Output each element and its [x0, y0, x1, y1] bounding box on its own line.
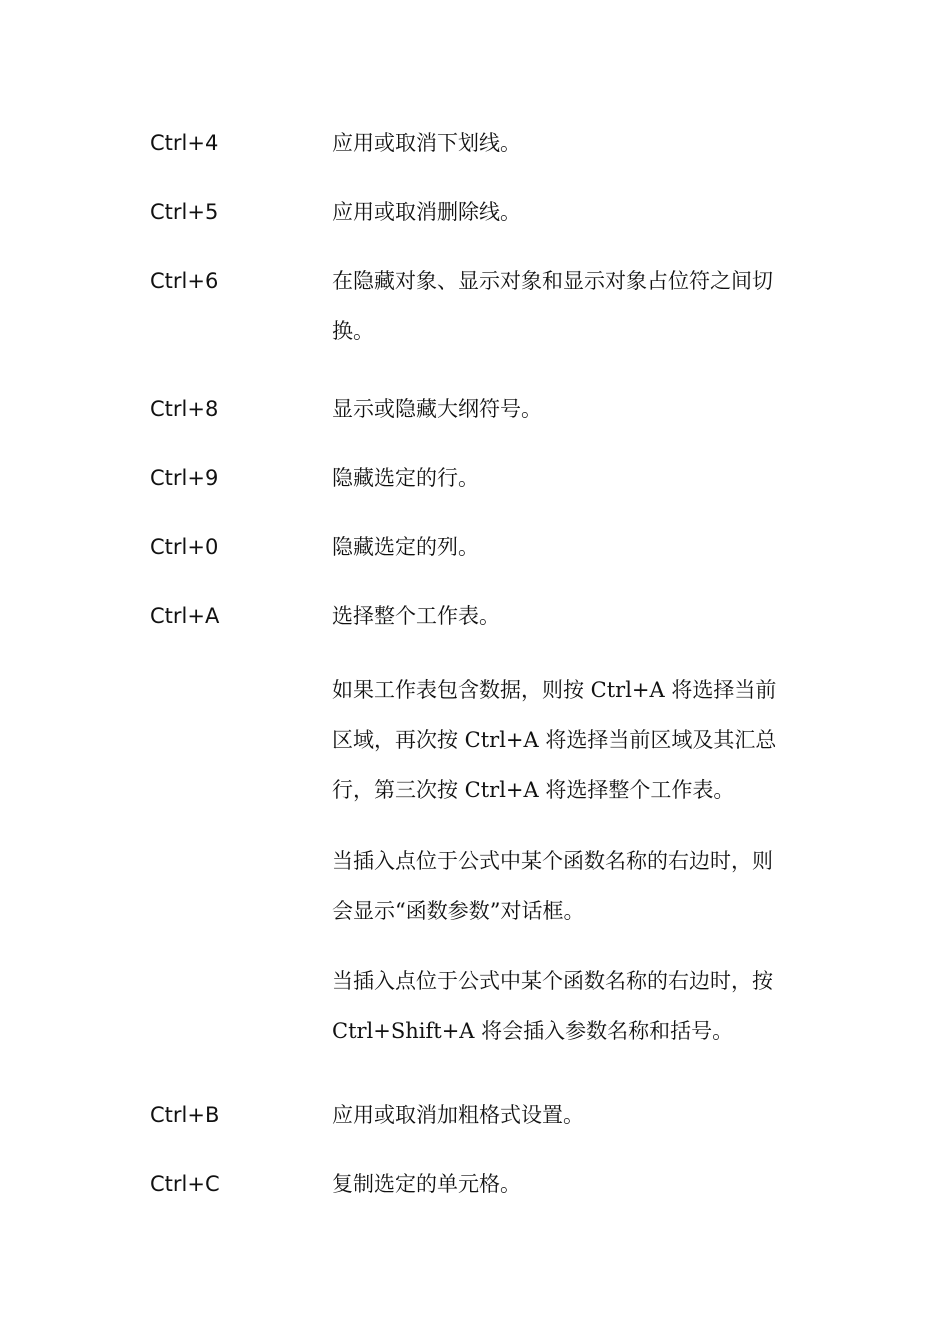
description-line: 应用或取消加粗格式设置。 [332, 1103, 584, 1127]
shortcut-key: Ctrl+8 [150, 397, 219, 421]
shortcut-description [332, 591, 802, 641]
description-line: Ctrl+Shift+A 将会插入参数名称和括号。 [332, 1019, 734, 1043]
shortcut-key: Ctrl+B [150, 1103, 220, 1127]
description-line: 选择整个工作表。 [332, 604, 500, 628]
shortcut-key: Ctrl+C [150, 1172, 220, 1196]
description-line: 隐藏选定的列。 [332, 535, 479, 559]
shortcut-description [332, 1090, 802, 1140]
description-line: 会显示“函数参数”对话框。 [332, 899, 585, 923]
description-line: 当插入点位于公式中某个函数名称的右边时，按 [332, 969, 773, 993]
description-line: 换。 [332, 319, 374, 343]
description-line: 在隐藏对象、显示对象和显示对象占位符之间切 [332, 269, 773, 293]
shortcut-key: Ctrl+5 [150, 200, 219, 224]
shortcut-description [332, 384, 802, 434]
shortcut-key: Ctrl+9 [150, 466, 219, 490]
shortcut-description [332, 453, 802, 503]
shortcut-key: Ctrl+0 [150, 535, 219, 559]
shortcut-description [332, 256, 802, 356]
description-line: 隐藏选定的行。 [332, 466, 479, 490]
shortcut-note [332, 665, 802, 815]
shortcut-note [332, 836, 802, 936]
shortcut-description [332, 187, 802, 237]
description-line: 显示或隐藏大纲符号。 [332, 397, 542, 421]
description-line: 应用或取消删除线。 [332, 200, 521, 224]
shortcut-note [332, 956, 802, 1056]
description-line: 复制选定的单元格。 [332, 1172, 521, 1196]
shortcut-description [332, 118, 802, 168]
description-line: 应用或取消下划线。 [332, 131, 521, 155]
shortcut-key: Ctrl+4 [150, 131, 219, 155]
description-line: 如果工作表包含数据，则按 Ctrl+A 将选择当前 [332, 678, 777, 702]
description-line: 当插入点位于公式中某个函数名称的右边时，则 [332, 849, 773, 873]
shortcut-description [332, 522, 802, 572]
shortcut-description [332, 1159, 802, 1209]
description-line: 区域，再次按 Ctrl+A 将选择当前区域及其汇总 [332, 728, 777, 752]
description-line: 行，第三次按 Ctrl+A 将选择整个工作表。 [332, 778, 735, 802]
shortcut-key: Ctrl+A [150, 604, 220, 628]
shortcut-key: Ctrl+6 [150, 269, 219, 293]
